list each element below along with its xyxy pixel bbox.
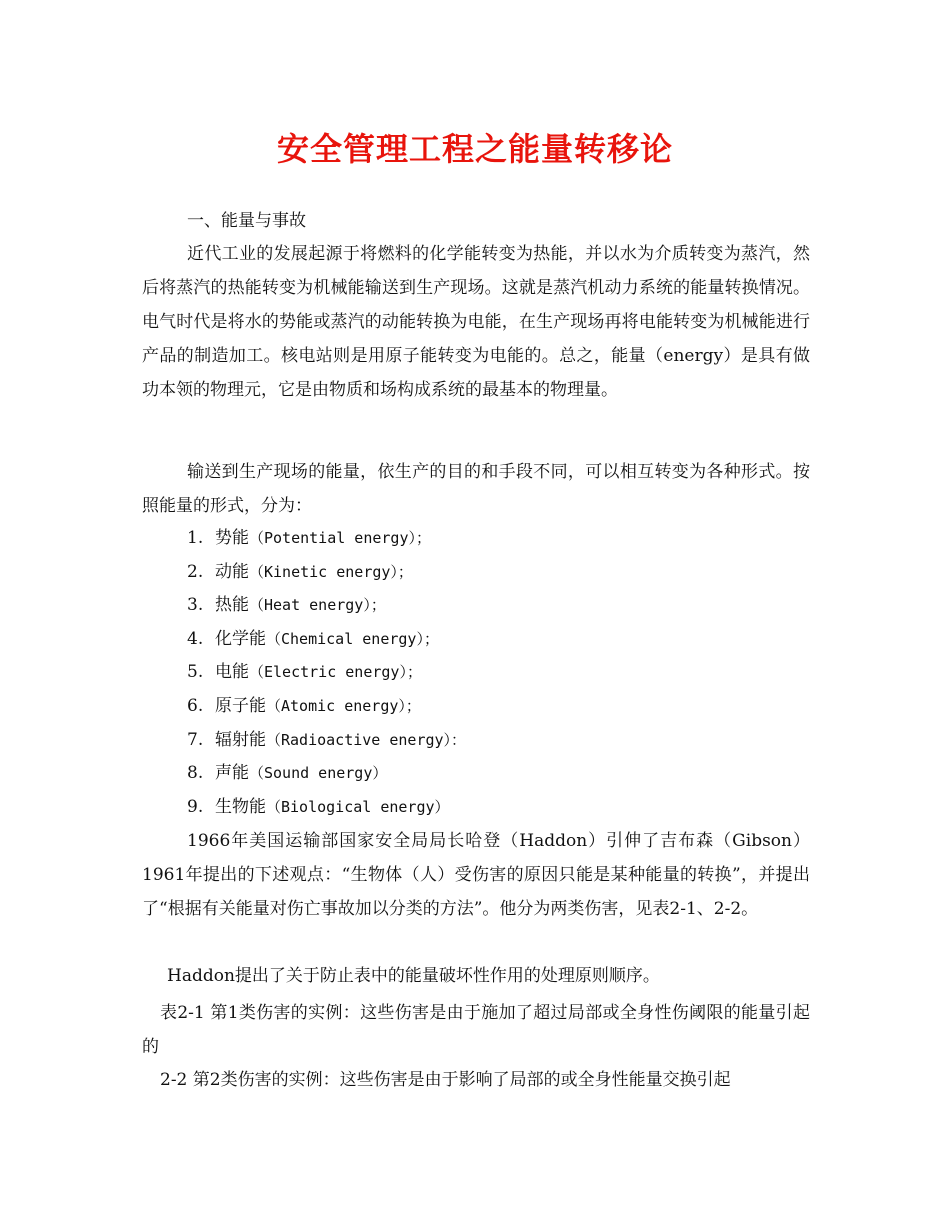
list-item: 2. 动能（Kinetic energy）； bbox=[187, 561, 413, 582]
section-heading: 一、能量与事故 bbox=[187, 211, 306, 231]
list-item: 5. 电能（Electric energy）； bbox=[187, 662, 422, 683]
list-item: 1. 势能（Potential energy）； bbox=[187, 528, 431, 548]
table-caption-2-2: 2-2 第2类伤害的实例：这些伤害是由于影响了局部的或全身性能量交换引起 bbox=[160, 1070, 731, 1090]
table-caption-2-1: 表2-1 第1类伤害的实例：这些伤害是由于施加了超过局部或全身性伤阈限的能量引起的 bbox=[142, 1003, 810, 1057]
document-title: 安全管理工程之能量转移论 bbox=[276, 130, 673, 168]
list-item: 6. 原子能（Atomic energy）； bbox=[187, 695, 421, 716]
list-item: 8. 声能（Sound energy） bbox=[187, 763, 388, 784]
list-item: 9. 生物能（Biological energy） bbox=[187, 796, 450, 817]
paragraph-principles: Haddon提出了关于防止表中的能量破坏性作用的处理原则顺序。 bbox=[167, 966, 660, 986]
list-item: 3. 热能（Heat energy）； bbox=[187, 595, 386, 616]
paragraph-intro: 近代工业的发展起源于将燃料的化学能转变为热能，并以水为介质转变为蒸汽，然后将蒸汽的热能转变为机械能输送到生产现场。这就是蒸汽机动力系统的能量转换情况。电气时代是将水的势能或蒸汽的动能转换为电能，在生产现场再将电能转变为机械能进行产品的制造加工。核电站则是用原子能转变为电能的。总之，能量（energy）是具有做功本领的物理元，它是由物质和场构成系统的最基本的物理量。 bbox=[142, 244, 810, 400]
list-item: 4. 化学能（Chemical energy）； bbox=[187, 628, 439, 649]
energy-list bbox=[187, 522, 466, 824]
paragraph-energy-forms: 输送到生产现场的能量，依生产的目的和手段不同，可以相互转变为各种形式。按照能量的形式，分为： bbox=[142, 462, 810, 516]
list-item: 7. 辐射能（Radioactive energy）： bbox=[187, 729, 467, 750]
paragraph-haddon: 1966年美国运输部国家安全局局长哈登（Haddon）引伸了吉布森（Gibson）1961年提出的下述观点：“生物体（人）受伤害的原因只能是某种能量的转换”，并提出了“根据有关能量对伤亡事故加以分类的方法”。他分为两类伤害，见表2-1、2-2。 bbox=[142, 831, 810, 919]
